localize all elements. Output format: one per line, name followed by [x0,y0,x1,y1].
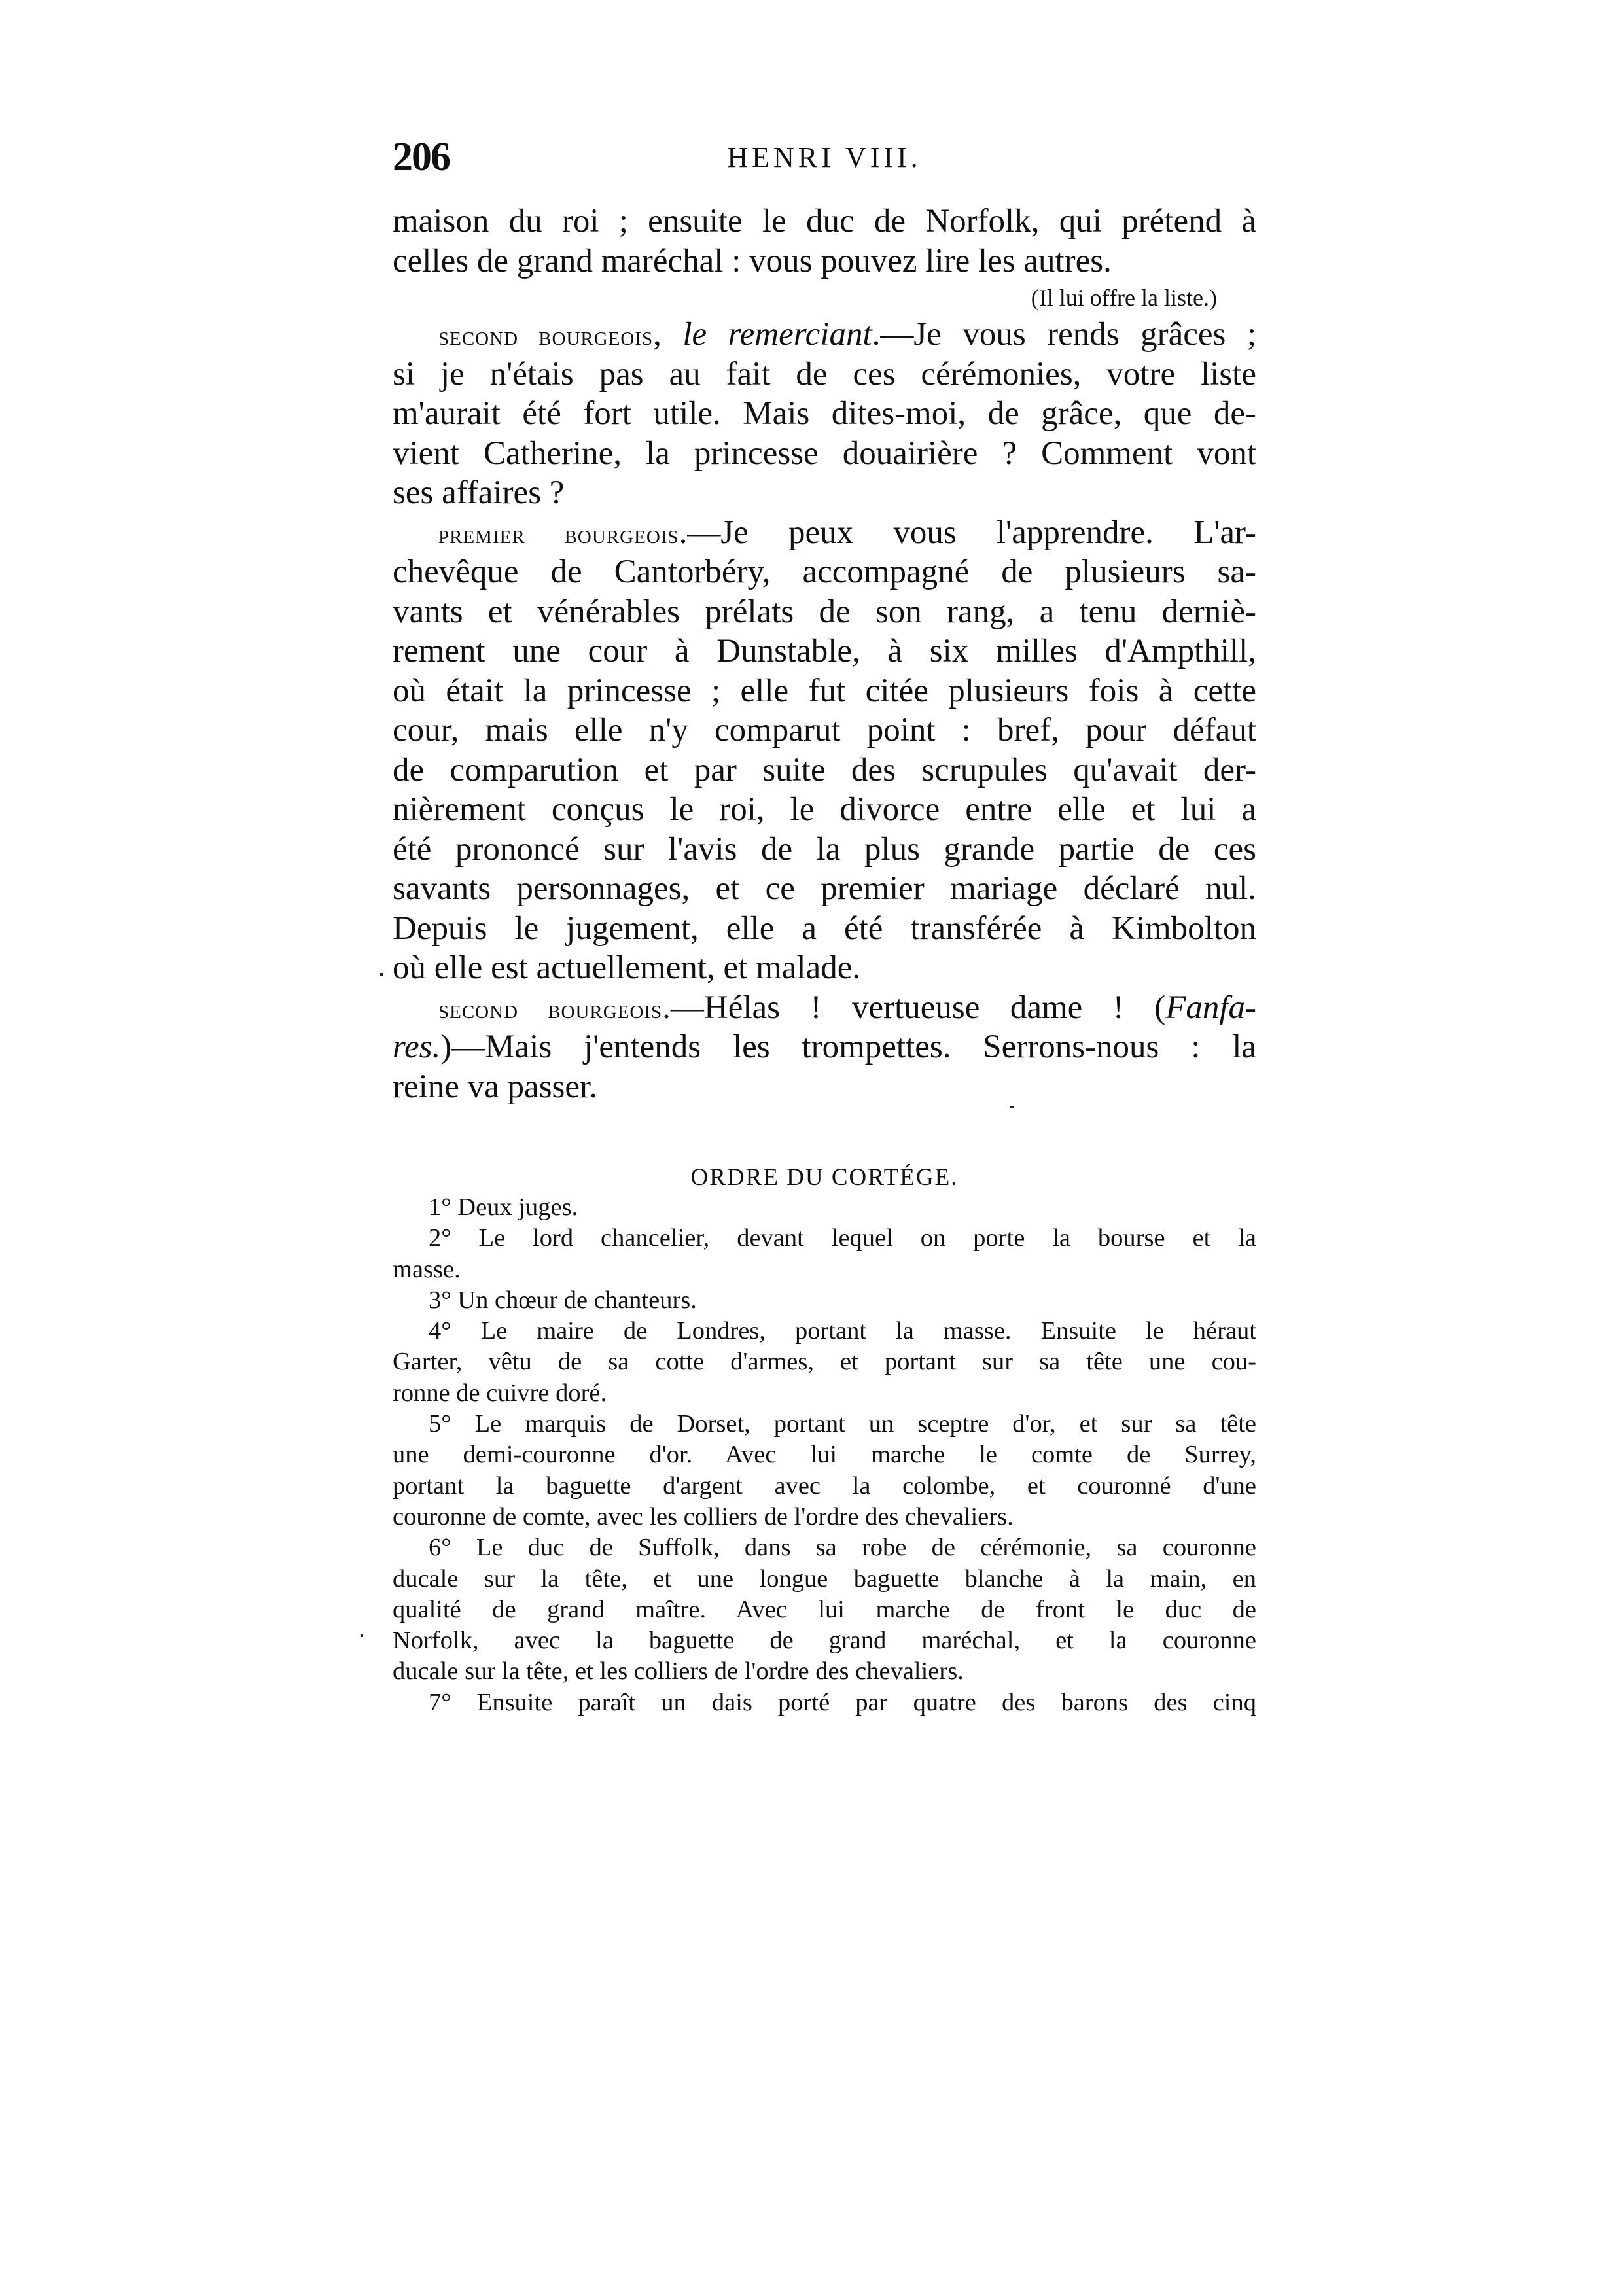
text-line [393,1471,1256,1502]
text-run: chevêque de Cantorbéry, accompagné de plusieurs sa- [393,554,1256,590]
text-run: vient Catherine, la princesse douairière ? Comment vont [393,434,1256,472]
text-line [393,1027,1256,1067]
text-run: 3° Un chœur de chanteurs. [429,1286,697,1314]
text-line [393,1532,1256,1563]
dialogue-text [393,202,1256,1106]
print-speck [1010,1106,1014,1108]
text-run: 6° Le duc de Suffolk, dans sa robe de cérémonie, sa couronne [429,1534,1256,1562]
text-run: couronne de comte, avec les colliers de l'ordre des chevaliers. [393,1502,1014,1530]
text-run: , [653,316,683,353]
text-line [393,355,1256,395]
text-run: rement une cour à Dunstable, à six milles d'Ampthill, [393,633,1256,669]
text-line [393,671,1256,711]
italic-text: res. [393,1029,441,1065]
text-run: 1° Deux juges. [429,1193,578,1221]
text-line [393,869,1256,909]
text-run: 5° Le marquis de Dorset, portant un sceptre d'or, et sur sa tête [429,1410,1256,1438]
text-run: ducale sur la tête, et les colliers de l'ordre des chevaliers. [393,1657,964,1686]
print-speck [380,973,383,976]
text-line [393,1347,1256,1377]
text-run: .—Hélas ! vertueuse dame ! ( [662,989,1166,1026]
text-line [393,948,1256,988]
text-run: ses affaires ? [393,474,565,511]
text-line [393,711,1256,751]
text-run: Garter, vêtu de sa cotte d'armes, et portant sur sa tête une cou- [393,1348,1256,1376]
text-run: (Il lui offre la liste.) [1031,285,1217,311]
text-run: qualité de grand maître. Avec lui marche de front le duc de [393,1595,1256,1623]
text-run: maison du roi ; ensuite le duc de Norfolk, qui prétend à [393,203,1256,239]
text-line [393,202,1256,241]
text-run: une demi-couronne d'or. Avec lui marche le comte de Surrey, [393,1441,1256,1469]
text-line [393,1439,1256,1470]
italic-text: le remerciant [682,316,872,353]
text-line [393,281,1256,315]
text-line [393,1625,1256,1656]
text-line [393,394,1256,434]
text-line [393,1285,1256,1316]
text-run: )—Mais j'entends les trompettes. Serrons-nous : la [440,1029,1256,1065]
text-run: .—Je peux vous l'apprendre. L'ar- [679,514,1256,551]
text-run: si je n'étais pas au fait de ces cérémonies, votre liste [393,355,1256,393]
text-run: où elle est actuellement, et malade. [393,949,861,986]
text-run: où était la princesse ; elle fut citée plusieurs fois à cette [393,672,1256,709]
text-line [393,592,1256,632]
text-run: été prononcé sur l'avis de la plus grande partie de ces [393,830,1256,868]
text-line [393,473,1256,513]
text-line [393,1192,1256,1223]
speaker-name: second bourgeois [438,994,663,1025]
text-line [393,1316,1256,1347]
text-run: ducale sur la tête, et une longue baguette blanche à la main, en [393,1564,1256,1593]
speaker-name: premier bourgeois [438,519,679,550]
text-line [393,909,1256,949]
text-run: masse. [393,1255,461,1283]
text-line [393,1564,1256,1595]
text-run: Depuis le jugement, elle a été transférée à Kimbolton [393,910,1256,947]
text-run: reine va passer. [393,1068,597,1105]
procession-list [393,1192,1256,1718]
text-line [393,751,1256,790]
text-run: nièrement conçus le roi, le divorce entre elle et lui a [393,791,1256,828]
text-line [393,315,1256,355]
text-run: vants et vénérables prélats de son rang, a tenu derniè- [393,593,1256,630]
text-run: 2° Le lord chancelier, devant lequel on porte la bourse et la [429,1224,1256,1252]
text-run: cour, mais elle n'y comparut point : bref, pour défaut [393,712,1256,749]
text-run: savants personnages, et ce premier mariage déclaré nul. [393,870,1256,907]
page-header [393,134,1256,180]
text-line [393,1254,1256,1285]
text-line [393,1502,1256,1532]
text-line [393,1223,1256,1254]
text-line [393,513,1256,553]
text-run: portant la baguette d'argent avec la colombe, et couronné d'une [393,1472,1256,1500]
section-title: ORDRE DU CORTÉGE. [690,1164,959,1191]
text-run: 4° Le maire de Londres, portant la masse. Ensuite le héraut [429,1317,1256,1345]
text-line [393,988,1256,1028]
text-line [393,1378,1256,1409]
text-run: Norfolk, avec la baguette de grand maréchal, et la couronne [393,1627,1256,1655]
text-line [393,1409,1256,1439]
text-line [393,1595,1256,1625]
text-run: ronne de cuivre doré. [393,1379,607,1407]
running-head: HENRI VIII. [727,141,922,173]
print-speck [361,1634,363,1637]
page-number: 206 [393,135,450,179]
text-run: 7° Ensuite paraît un dais porté par quatre des barons des cinq [429,1688,1256,1716]
section-title-block [393,1161,1256,1194]
text-run: de comparution et par suite des scrupules qu'avait der- [393,751,1256,788]
text-line [393,1687,1256,1718]
text-line [393,1656,1256,1687]
text-run: celles de grand maréchal : vous pouvez lire les autres. [393,242,1112,279]
text-line [393,434,1256,474]
text-line [393,241,1256,281]
text-run: .—Je vous rends grâces ; [872,316,1256,353]
text-line [393,830,1256,870]
text-run: m'aurait été fort utile. Mais dites-moi, de grâce, que de- [393,395,1256,432]
text-line [393,1067,1256,1107]
text-line [393,552,1256,592]
speaker-name: second bourgeois [438,321,654,351]
text-line [393,790,1256,830]
text-line [393,631,1256,671]
italic-text: Fanfa- [1165,989,1256,1026]
